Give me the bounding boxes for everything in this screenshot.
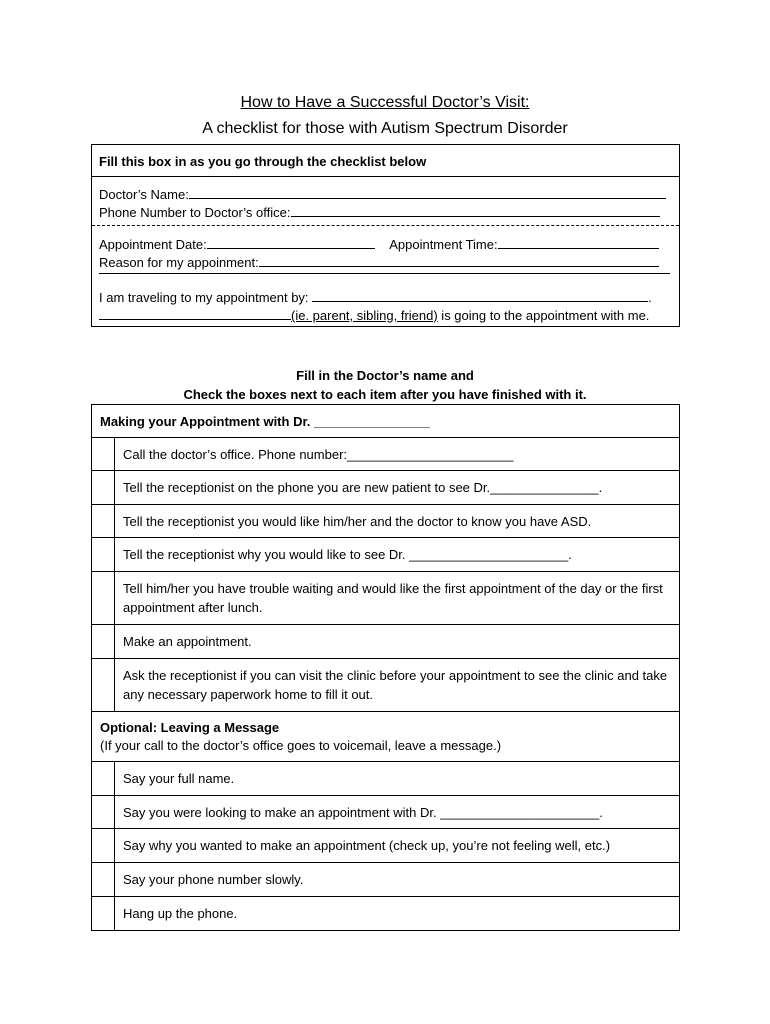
section-leaving-message-title: Optional: Leaving a Message [100,719,280,735]
checklist-item: Tell the receptionist you would like him/her and the doctor to know you have ASD. [115,505,680,538]
checklist-row [92,538,680,572]
checkbox[interactable] [92,796,115,829]
section-making-appointment-header: Making your Appointment with Dr. ________________ [92,405,680,438]
checklist-row [92,829,680,863]
instructions-line-2: Check the boxes next to each item after you have finished with it. [183,387,587,402]
checkbox[interactable] [92,625,115,659]
traveling-row: I am traveling to my appointment by: . [99,290,652,305]
reason-label: Reason for my appoinment: [99,255,259,270]
checklist-row [92,625,680,659]
traveling-label: I am traveling to my appointment by: [99,290,309,305]
appt-time-field[interactable] [498,236,659,249]
checkbox[interactable] [92,572,115,625]
doctor-name-label: Doctor’s Name: [99,187,189,202]
dashed-divider [92,225,679,226]
checkbox[interactable] [92,471,115,505]
checklist-row [92,762,680,796]
checklist-item: Tell the receptionist on the phone you are new patient to see Dr._______________. [115,471,680,505]
divider [92,176,679,177]
reason-field[interactable] [259,254,659,267]
reason-extra-line[interactable] [99,273,670,274]
checkbox[interactable] [92,897,115,931]
appt-time-label: Appointment Time: [389,237,498,252]
traveling-field[interactable] [312,289,648,302]
checklist-item: Say your full name. [115,762,680,796]
checklist-row [92,572,680,625]
checkbox[interactable] [92,762,115,796]
phone-field[interactable] [291,204,660,217]
checklist-row [92,659,680,712]
checkbox[interactable] [92,863,115,897]
section-leaving-message-subtitle: (If your call to the doctor’s office goes to voicemail, leave a message.) [100,737,502,753]
section-leaving-message-header [92,712,680,762]
checklist-item: Hang up the phone. [115,897,680,931]
checklist-row [92,863,680,897]
checklist-row [92,897,680,931]
info-box-header: Fill this box in as you go through the checklist below [99,154,427,169]
section-header-row [92,405,680,438]
checklist-item: Say you were looking to make an appointment with Dr. ______________________. [115,796,680,829]
doctor-name-row [99,186,666,202]
checklist-table [91,404,680,931]
page-title: How to Have a Successful Doctor’s Visit: [240,94,530,111]
companion-hint: (ie. parent, sibling, friend) [291,308,438,323]
page-subtitle: A checklist for those with Autism Spectrum Disorder [202,120,568,137]
checklist-item: Ask the receptionist if you can visit the clinic before your appointment to see the clinic and take any necessary paperwork home to fill it out. [115,659,680,712]
phone-label: Phone Number to Doctor’s office: [99,205,291,220]
checkbox[interactable] [92,438,115,471]
appointment-row [99,236,659,252]
checkbox[interactable] [92,659,115,712]
checklist-row [92,796,680,829]
checklist-item: Tell him/her you have trouble waiting and would like the first appointment of the day or the first appointment after lunch. [115,572,680,625]
checklist-row [92,471,680,505]
checklist-item: Call the doctor’s office. Phone number:_______________________ [115,438,680,471]
checklist-row [92,505,680,538]
doctor-name-field[interactable] [189,186,666,199]
section-header-row [92,712,680,762]
checklist-item: Tell the receptionist why you would like to see Dr. ______________________. [115,538,680,572]
checklist-row [92,438,680,471]
checkbox[interactable] [92,505,115,538]
companion-field[interactable] [99,307,291,320]
phone-row [99,204,660,220]
appt-date-field[interactable] [207,236,375,249]
checkbox[interactable] [92,829,115,863]
info-box [91,144,680,327]
companion-suffix: is going to the appointment with me. [437,308,650,323]
companion-row [99,307,649,323]
checklist-item: Say your phone number slowly. [115,863,680,897]
checklist-item: Say why you wanted to make an appointment (check up, you’re not feeling well, etc.) [115,829,680,863]
instructions-line-1: Fill in the Doctor’s name and [296,368,474,383]
checkbox[interactable] [92,538,115,572]
appt-date-label: Appointment Date: [99,237,207,252]
checklist-item: Make an appointment. [115,625,680,659]
reason-row [99,254,659,270]
